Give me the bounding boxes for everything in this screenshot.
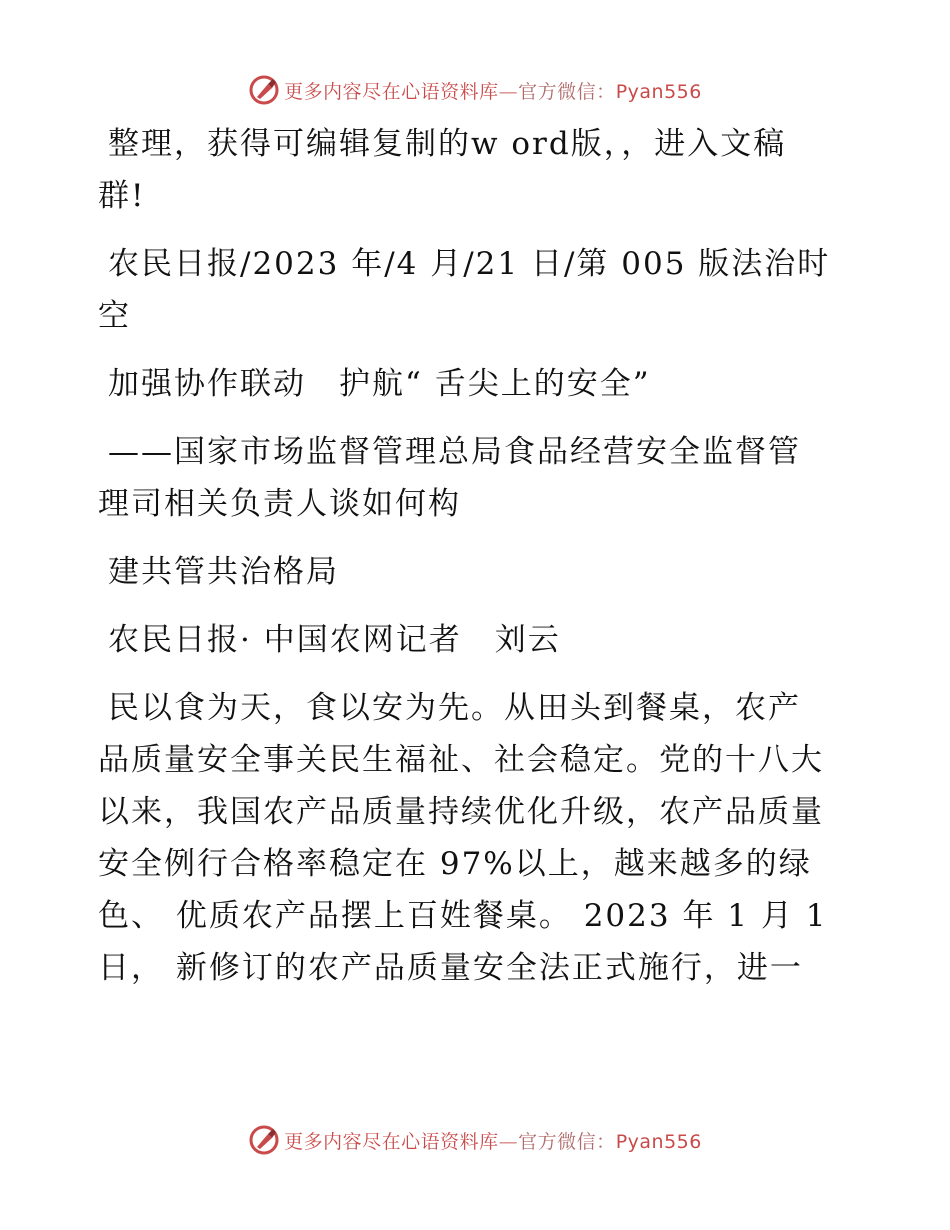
body-line-4: 安全例行合格率稳定在 97%以上，越来越多的绿 xyxy=(98,846,812,882)
footer-banner-text xyxy=(284,1127,702,1154)
source-line-2: 空 xyxy=(98,298,131,334)
pen-nib-logo-icon xyxy=(248,74,280,106)
body-line-5: 色、 优质农产品摆上百姓餐桌。 2023 年 1 月 1 xyxy=(98,898,828,934)
footer-banner xyxy=(0,1120,950,1160)
source-line-1: 农民日报/2023 年/4 月/21 日/第 005 版法治时 xyxy=(108,246,831,282)
intro-line-1: 整理，获得可编辑复制的w ord版，，进入文稿 xyxy=(108,126,787,162)
header-account: Pyan556 xyxy=(615,80,702,103)
subtitle-line-1: ——国家市场监督管理总局食品经营安全监督管 xyxy=(108,434,801,470)
subtitle-line-2: 理司相关负责人谈如何构 xyxy=(98,486,461,522)
pen-nib-logo-icon xyxy=(248,1124,280,1156)
intro-line-2: 群! xyxy=(98,178,146,214)
footer-account: Pyan556 xyxy=(615,1130,702,1153)
byline: 农民日报· 中国农网记者 刘云 xyxy=(108,622,561,658)
article-title: 加强协作联动 护航“ 舌尖上的安全” xyxy=(108,366,651,402)
body-line-6: 日， 新修订的农产品质量安全法正式施行，进一 xyxy=(98,950,803,986)
document-body xyxy=(98,118,858,994)
header-brand: 更多内容尽在心语资料库 xyxy=(284,80,499,103)
body-line-3: 以来，我国农产品质量持续优化升级，农产品质量 xyxy=(98,794,824,830)
body-line-1: 民以食为天，食以安为先。从田头到餐桌，农产 xyxy=(108,690,801,726)
footer-official: 官方微信： xyxy=(518,1130,616,1153)
body-line-2: 品质量安全事关民生福祉、社会稳定。党的十八大 xyxy=(98,742,824,778)
footer-brand: 更多内容尽在心语资料库 xyxy=(284,1130,499,1153)
subtitle-line-3: 建共管共治格局 xyxy=(108,554,339,590)
footer-separator: — xyxy=(498,1130,519,1153)
header-banner xyxy=(0,70,950,110)
header-separator: — xyxy=(498,80,519,103)
header-banner-text xyxy=(284,77,702,104)
header-official: 官方微信： xyxy=(518,80,616,103)
